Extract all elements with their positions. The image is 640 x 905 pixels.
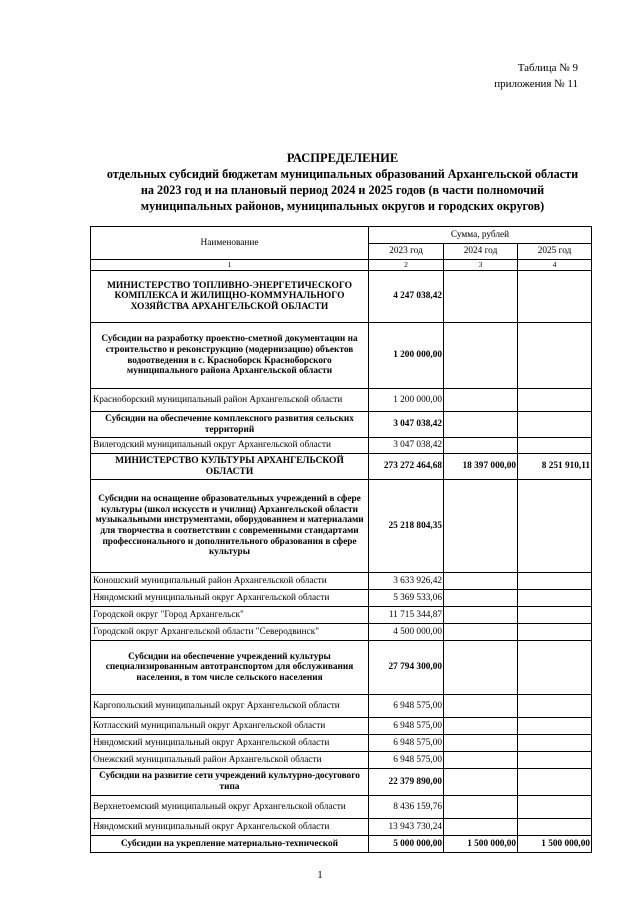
title-line-2: отдельных субсидий бюджетам муниципальных образований Архангельской области	[106, 167, 579, 181]
reference-line-2: приложения № 11	[494, 78, 578, 90]
municipality-row	[91, 590, 592, 607]
amount-2025	[518, 752, 592, 769]
municipality-row	[91, 624, 592, 641]
amount-2025	[518, 323, 592, 389]
amount-2024: 18 397 000,00	[444, 454, 518, 480]
municipality-row	[91, 752, 592, 769]
amount-2024	[444, 718, 518, 735]
row-name: Каргопольский муниципальный округ Архангельской области	[91, 695, 369, 718]
amount-2023: 6 948 575,00	[369, 752, 444, 769]
municipality-row	[91, 695, 592, 718]
subsidy-row	[91, 323, 592, 389]
municipality-row	[91, 573, 592, 590]
row-name: МИНИСТЕРСТВО КУЛЬТУРЫ АРХАНГЕЛЬСКОЙ ОБЛАСТИ	[91, 454, 369, 480]
amount-2024	[444, 323, 518, 389]
amount-2025	[518, 641, 592, 695]
amount-2024	[444, 695, 518, 718]
header-sum: Сумма, рублей	[369, 227, 592, 244]
municipality-row	[91, 718, 592, 735]
title-heading: РАСПРЕДЕЛЕНИЕ	[286, 151, 399, 165]
amount-2025: 8 251 910,11	[518, 454, 592, 480]
row-name: Верхнетоемский муниципальный округ Архангельской области	[91, 796, 369, 819]
row-name: Коношский муниципальный район Архангельской области	[91, 573, 369, 590]
row-name: Субсидии на развитие сети учреждений культурно-досугового типа	[91, 769, 369, 796]
title-line-3: на 2023 год и на плановый период 2024 и 2025 годов (в части полномочий	[140, 183, 545, 197]
row-name: Субсидии на обеспечение комплексного развития сельских территорий	[91, 412, 369, 438]
amount-2024	[444, 796, 518, 819]
amount-2024	[444, 412, 518, 438]
page-number: 1	[317, 869, 323, 881]
row-name: Красноборский муниципальный район Архангельской области	[91, 389, 369, 412]
amount-2025	[518, 769, 592, 796]
amount-2024: 1 500 000,00	[444, 836, 518, 853]
amount-2025	[518, 573, 592, 590]
municipality-row	[91, 735, 592, 752]
amount-2024	[444, 590, 518, 607]
amount-2024	[444, 480, 518, 573]
row-name: Субсидии на обеспечение учреждений культуры специализированным автотранспортом для обслуживания населения, в том числе сельского населения	[91, 641, 369, 695]
header-2024: 2024 год	[444, 244, 518, 260]
amount-2023: 6 948 575,00	[369, 695, 444, 718]
amount-2023: 8 436 159,76	[369, 796, 444, 819]
amount-2023: 5 000 000,00	[369, 836, 444, 853]
amount-2025	[518, 412, 592, 438]
row-name: Городской округ Архангельской области "Северодвинск"	[91, 624, 369, 641]
amount-2025	[518, 624, 592, 641]
municipality-row	[91, 607, 592, 624]
column-number-4: 4	[518, 260, 592, 271]
row-name: Городской округ "Город Архангельск"	[91, 607, 369, 624]
table-reference	[494, 60, 578, 92]
row-name: Вилегодский муниципальный округ Архангельской области	[91, 438, 369, 454]
amount-2025	[518, 590, 592, 607]
column-number-3: 3	[444, 260, 518, 271]
subsidy-row	[91, 641, 592, 695]
amount-2025	[518, 607, 592, 624]
amount-2025	[518, 695, 592, 718]
title-line-4: муниципальных районов, муниципальных округов и городских округов)	[140, 199, 545, 213]
amount-2024	[444, 438, 518, 454]
subsidy-row	[91, 412, 592, 438]
amount-2025: 1 500 000,00	[518, 836, 592, 853]
amount-2025	[518, 718, 592, 735]
subsidy-row	[91, 480, 592, 573]
amount-2024	[444, 769, 518, 796]
amount-2024	[444, 735, 518, 752]
amount-2024	[444, 624, 518, 641]
row-name: Няндомский муниципальный округ Архангельской области	[91, 735, 369, 752]
row-name: Котласский муниципальный округ Архангельской области	[91, 718, 369, 735]
row-name: Онежский муниципальный район Архангельской области	[91, 752, 369, 769]
header-2023: 2023 год	[369, 244, 444, 260]
row-name: МИНИСТЕРСТВО ТОПЛИВНО-ЭНЕРГЕТИЧЕСКОГО КОМПЛЕКСА И ЖИЛИЩНО-КОММУНАЛЬНОГО ХОЗЯЙСТВА АРХАНГЕЛЬСКОЙ ОБЛАСТИ	[91, 271, 369, 323]
amount-2025	[518, 389, 592, 412]
amount-2024	[444, 819, 518, 836]
amount-2023: 4 500 000,00	[369, 624, 444, 641]
header-2025: 2025 год	[518, 244, 592, 260]
amount-2023: 1 200 000,00	[369, 323, 444, 389]
row-name: Субсидии на разработку проектно-сметной документации на строительство и реконструкцию (модернизацию) объектов водоотведения в с. Красноборск Красноборского муниципального района Архангельской области	[91, 323, 369, 389]
amount-2025	[518, 271, 592, 323]
amount-2025	[518, 796, 592, 819]
amount-2023: 6 948 575,00	[369, 735, 444, 752]
amount-2025	[518, 819, 592, 836]
amount-2023: 3 047 038,42	[369, 412, 444, 438]
subsidy-table	[90, 226, 592, 853]
municipality-row	[91, 796, 592, 819]
column-number-2: 2	[369, 260, 444, 271]
amount-2023: 13 943 730,24	[369, 819, 444, 836]
column-number-1: 1	[91, 260, 369, 271]
amount-2025	[518, 480, 592, 573]
document-title	[60, 150, 625, 214]
row-name: Субсидии на оснащение образовательных учреждений в сфере культуры (школ искусств и училищ) Архангельской области музыкальными инструментами, оборудованием и материалами для творчества в соответствии с современными стандартами профессионального и дополнительного образования в сфере культуры	[91, 480, 369, 573]
amount-2023: 11 715 344,87	[369, 607, 444, 624]
amount-2023: 4 247 038,42	[369, 271, 444, 323]
amount-2024	[444, 389, 518, 412]
municipality-row	[91, 438, 592, 454]
amount-2023: 273 272 464,68	[369, 454, 444, 480]
municipality-row	[91, 819, 592, 836]
reference-line-1: Таблица № 9	[517, 62, 578, 74]
agency-row	[91, 454, 592, 480]
agency-row	[91, 271, 592, 323]
header-name: Наименование	[91, 227, 369, 260]
row-name: Няндомский муниципальный округ Архангельской области	[91, 819, 369, 836]
amount-2023: 6 948 575,00	[369, 718, 444, 735]
subsidy-row	[91, 769, 592, 796]
amount-2023: 22 379 890,00	[369, 769, 444, 796]
amount-2025	[518, 438, 592, 454]
amount-2024	[444, 271, 518, 323]
amount-2023: 1 200 000,00	[369, 389, 444, 412]
amount-2023: 3 633 926,42	[369, 573, 444, 590]
amount-2024	[444, 641, 518, 695]
row-name: Субсидии на укрепление материально-технической	[91, 836, 369, 853]
amount-2023: 27 794 300,00	[369, 641, 444, 695]
amount-2024	[444, 573, 518, 590]
amount-2023: 5 369 533,06	[369, 590, 444, 607]
amount-2025	[518, 735, 592, 752]
amount-2023: 25 218 804,35	[369, 480, 444, 573]
amount-2024	[444, 607, 518, 624]
amount-2024	[444, 752, 518, 769]
amount-2023: 3 047 038,42	[369, 438, 444, 454]
subsidy-row	[91, 836, 592, 853]
municipality-row	[91, 389, 592, 412]
row-name: Няндомский муниципальный округ Архангельской области	[91, 590, 369, 607]
